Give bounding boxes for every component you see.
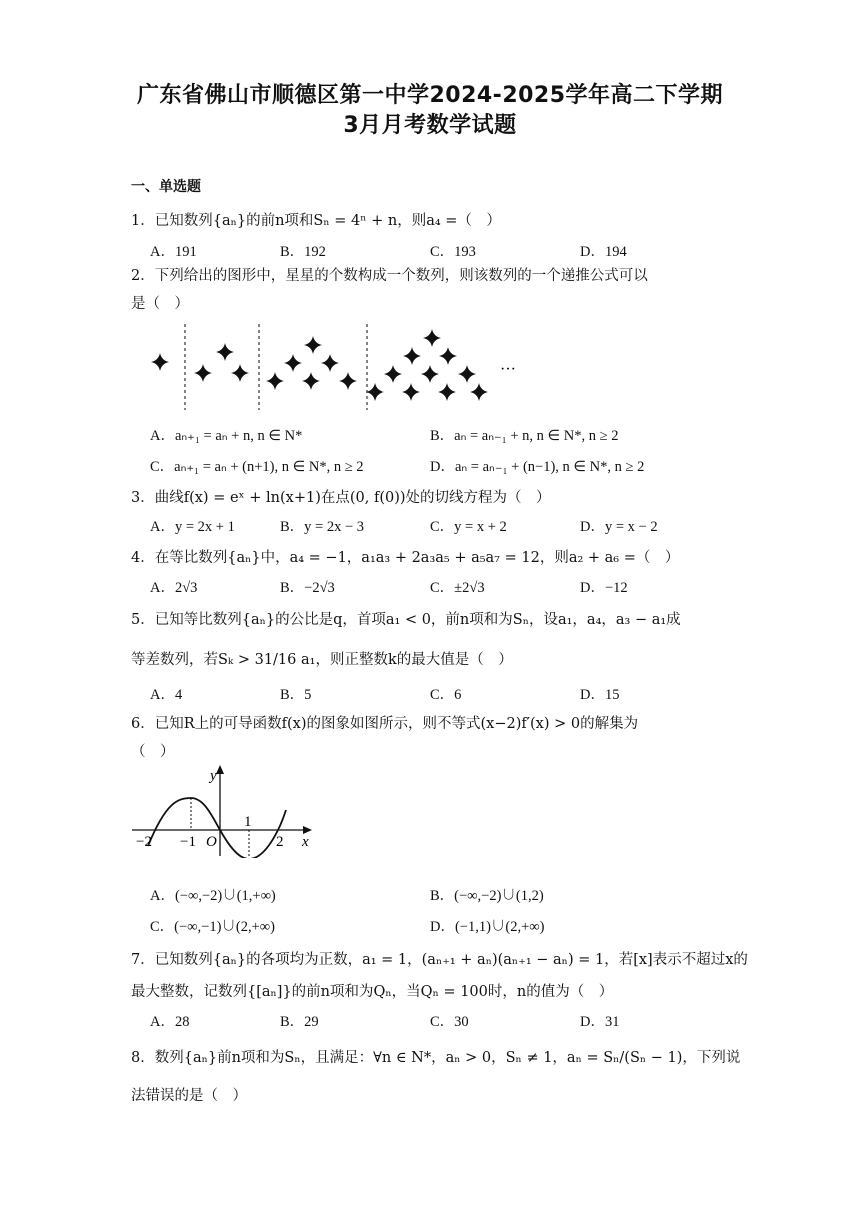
q1-option-d: D．194: [580, 244, 627, 260]
q3-stem: 3．曲线f(x) = eˣ + ln(x+1)在点(0, f(0))处的切线方程为（ ）: [131, 490, 551, 506]
q4-option-a: A．2√3: [150, 580, 198, 596]
q2-option-c: C．aₙ₊₁ = aₙ + (n+1), n ∈ N*, n ≥ 2: [150, 459, 364, 475]
star-group-1: [151, 353, 169, 371]
star-icon: [421, 365, 439, 383]
q3-option-b: B．y = 2x − 3: [280, 519, 365, 535]
q6-option-b: B．(−∞,−2)∪(1,2): [430, 888, 544, 904]
star-icon: [403, 347, 421, 365]
q7-option-a: A．28: [150, 1014, 190, 1030]
q3-option-a: A．y = 2x + 1: [150, 519, 235, 535]
q5-option-d: D．15: [580, 687, 620, 703]
star-group-2: [194, 343, 249, 382]
tick-label-1: 1: [244, 814, 252, 830]
y-label: y: [210, 768, 217, 784]
q8-stem-line1: 8．数列{aₙ}前n项和为Sₙ，且满足：∀n ∈ N*，aₙ > 0，Sₙ ≠ 1，aₙ = Sₙ/(Sₙ − 1)，下列说: [131, 1050, 741, 1066]
q4-option-d: D．−12: [580, 580, 628, 596]
q1-option-c: C．193: [430, 244, 476, 260]
star-icon: [194, 364, 212, 382]
star-icon: [339, 372, 357, 390]
q2-option-b: B．aₙ = aₙ₋₁ + n, n ∈ N*, n ≥ 2: [430, 428, 619, 444]
star-icon: [384, 365, 402, 383]
star-icon: [266, 372, 284, 390]
q5-option-c: C．6: [430, 687, 462, 703]
q4-option-b: B．−2√3: [280, 580, 335, 596]
star-icon: [284, 354, 302, 372]
star-icon: [321, 354, 339, 372]
function-curve: [148, 798, 286, 858]
star-icon: [438, 383, 456, 401]
q3-option-c: C．y = x + 2: [430, 519, 507, 535]
q6-option-a: A．(−∞,−2)∪(1,+∞): [150, 888, 276, 904]
star-icon: [302, 372, 320, 390]
q7-stem-line2: 最大整数，记数列{[aₙ]}的前n项和为Qₙ，当Qₙ = 100时，n的值为（ ）: [131, 984, 614, 1000]
q7-option-d: D．31: [580, 1014, 620, 1030]
y-axis-arrow: [216, 765, 224, 774]
star-icon: [231, 364, 249, 382]
q7-stem-line1: 7．已知数列{aₙ}的各项均为正数，a₁ = 1，(aₙ₊₁ + aₙ)(aₙ₊₁ − aₙ) = 1，若[x]表示不超过x的: [131, 952, 748, 968]
section-heading: 一、单选题: [131, 179, 201, 195]
star-icon: [470, 383, 488, 401]
page-title-line2: 3月月考数学试题: [343, 113, 517, 138]
q1-option-b: B．192: [280, 244, 326, 260]
star-icon: [458, 365, 476, 383]
q6-option-c: C．(−∞,−1)∪(2,+∞): [150, 919, 275, 935]
q6-function-graph: [128, 762, 328, 858]
q7-option-b: B．29: [280, 1014, 319, 1030]
q1-option-a: A．191: [150, 244, 197, 260]
q6-stem-line1: 6．已知R上的可导函数f(x)的图象如图所示，则不等式(x−2)f′(x) > 0的解集为: [131, 716, 639, 732]
star-icon: [151, 353, 169, 371]
ellipsis: ···: [500, 361, 516, 378]
star-icon: [366, 383, 384, 401]
q5-stem-line1: 5．已知等比数列{aₙ}的公比是q，首项a₁ < 0，前n项和为Sₙ，设a₁，a₄，a₃ − a₁成: [131, 612, 681, 628]
star-icon: [304, 336, 322, 354]
q4-option-c: C．±2√3: [430, 580, 485, 596]
star-group-3: [266, 336, 357, 390]
q8-stem-line2: 法错误的是（ ）: [131, 1088, 247, 1104]
x-axis-arrow: [303, 826, 312, 834]
q4-stem: 4．在等比数列{aₙ}中，a₄ = −1，a₁a₃ + 2a₃a₅ + a₅a₇ = 12，则a₂ + a₆ =（ ）: [131, 550, 680, 566]
q1-stem: 1．已知数列{aₙ}的前n项和Sₙ = 4ⁿ + n，则a₄ =（ ）: [131, 213, 501, 229]
tick-label-neg1: −1: [180, 834, 196, 850]
q5-option-b: B．5: [280, 687, 312, 703]
star-group-4: [366, 329, 488, 401]
q3-option-d: D．y = x − 2: [580, 519, 658, 535]
q6-option-d: D．(−1,1)∪(2,+∞): [430, 919, 545, 935]
star-icon: [402, 383, 420, 401]
q7-option-c: C．30: [430, 1014, 469, 1030]
q2-option-d: D．aₙ = aₙ₋₁ + (n−1), n ∈ N*, n ≥ 2: [430, 459, 645, 475]
star-icon: [216, 343, 234, 361]
x-label: x: [302, 834, 309, 850]
q2-stem-line2: 是（ ）: [131, 296, 189, 312]
q2-option-a: A．aₙ₊₁ = aₙ + n, n ∈ N*: [150, 428, 303, 444]
q2-star-figure: [145, 320, 525, 412]
origin-label: O: [206, 834, 217, 850]
q2-stem-line1: 2．下列给出的图形中，星星的个数构成一个数列，则该数列的一个递推公式可以: [131, 268, 648, 284]
star-icon: [423, 329, 441, 347]
q6-stem-line2: （ ）: [131, 744, 175, 760]
q5-stem-line2: 等差数列，若Sₖ > 31/16 a₁，则正整数k的最大值是（ ）: [131, 652, 513, 668]
tick-label-neg2: −2: [136, 834, 152, 850]
page-title-line1: 广东省佛山市顺德区第一中学2024-2025学年高二下学期: [136, 83, 724, 108]
star-icon: [439, 347, 457, 365]
tick-label-2: 2: [276, 834, 284, 850]
q5-option-a: A．4: [150, 687, 183, 703]
